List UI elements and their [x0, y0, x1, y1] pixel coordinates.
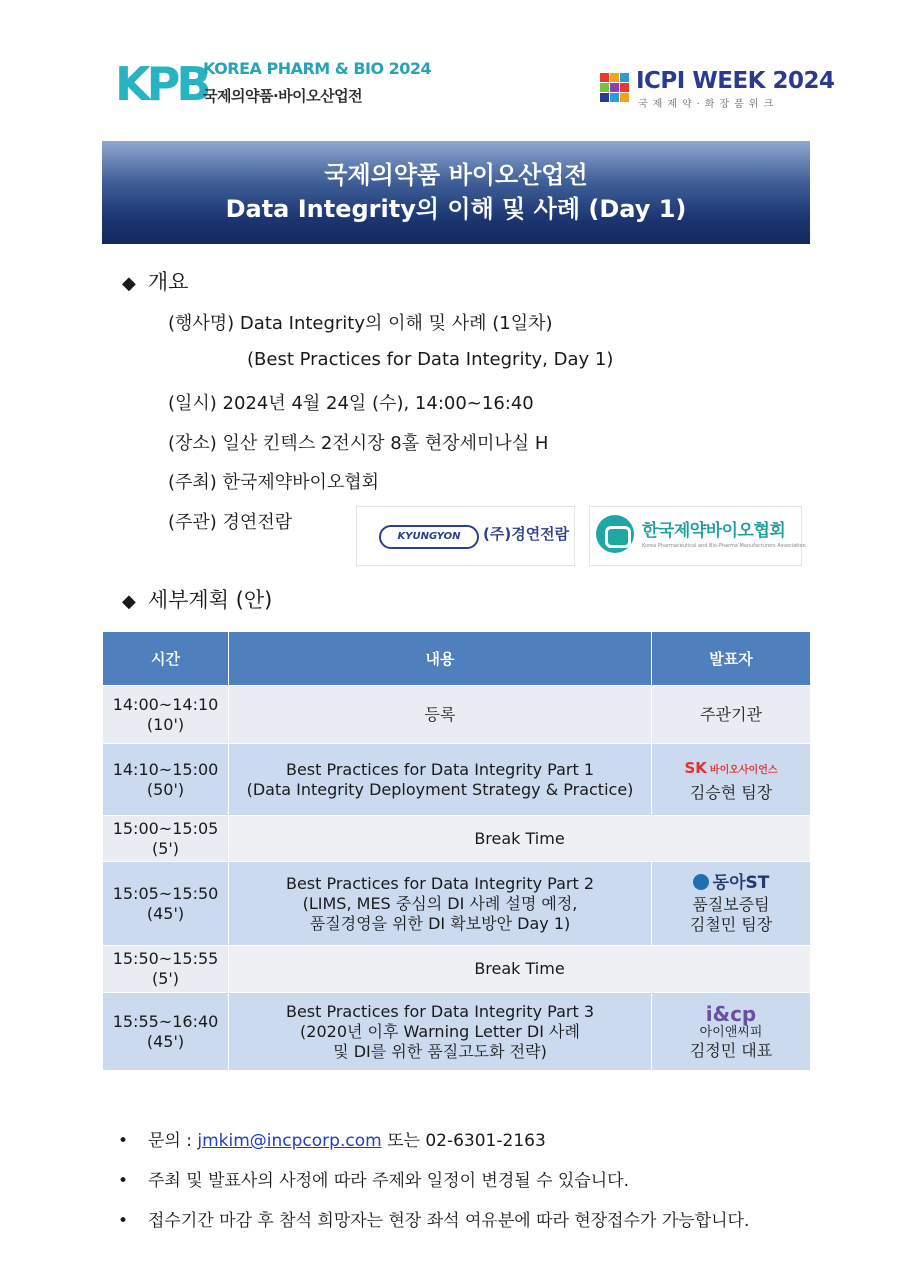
- break-cell: Break Time: [229, 946, 811, 993]
- bullet: •: [118, 1211, 129, 1231]
- content-line: (LIMS, MES 중심의 DI 사례 설명 예정,: [302, 893, 578, 913]
- contact-email-link[interactable]: jmkim@incpcorp.com: [197, 1131, 382, 1151]
- table-row: [103, 686, 811, 744]
- kpbma-emblem-icon: [596, 515, 634, 553]
- column-header-time: 시간: [103, 632, 229, 686]
- table-header-row: [103, 632, 811, 686]
- event-host: (주최) 한국제약바이오협회: [168, 472, 380, 493]
- speaker-company: 아이앤씨피: [699, 1024, 763, 1040]
- table-row: [103, 993, 811, 1071]
- time-range: 15:00~15:05: [112, 818, 219, 838]
- kpb-logo-title: KOREA PHARM & BIO 2024: [203, 59, 432, 78]
- change-note: [118, 1166, 629, 1191]
- event-venue: (장소) 일산 킨텍스 2전시장 8홀 현장세미나실 H: [168, 433, 549, 454]
- overview-heading-text: 개요: [147, 270, 189, 294]
- kyungyon-logo-text: (주)경연전람: [483, 525, 570, 543]
- speaker-cell: [652, 744, 811, 816]
- icpi-week-logo: [598, 68, 835, 110]
- content-cell: [229, 862, 652, 946]
- time-cell: [103, 946, 229, 993]
- speaker-name: 김철민 팀장: [689, 914, 773, 934]
- icpi-logo-title: ICPI WEEK 2024: [636, 68, 835, 94]
- banner-subtitle: Data Integrity의 이해 및 사례 (Day 1): [225, 195, 687, 223]
- time-duration: (5'): [151, 969, 180, 988]
- time-cell: [103, 744, 229, 816]
- contact-note: [118, 1126, 546, 1151]
- time-cell: [103, 993, 229, 1071]
- kyungyon-logo: [356, 506, 575, 566]
- time-duration: (50'): [146, 779, 185, 799]
- speaker-name: 김정민 대표: [689, 1040, 773, 1060]
- time-duration: (45'): [146, 1031, 185, 1051]
- schedule-heading-text: 세부계획 (안): [147, 588, 273, 612]
- break-cell: Break Time: [229, 816, 811, 862]
- kpbma-logo-subtext: Korea Pharmaceutical and Bio-Pharma Manufacturers Association: [642, 543, 806, 549]
- sk-logo-text: 바이오사이언스: [709, 765, 778, 776]
- schedule-heading: [122, 584, 272, 614]
- onsite-registration-note: [118, 1206, 749, 1231]
- content-cell: [229, 744, 652, 816]
- content-cell: [229, 993, 652, 1071]
- time-duration: (5'): [151, 838, 180, 858]
- kpb-logo-subtitle: 국제의약품·바이오산업전: [203, 87, 363, 105]
- time-range: 14:00~14:10: [112, 694, 219, 714]
- speaker-name: 김승현 팀장: [689, 783, 773, 802]
- content-line: Best Practices for Data Integrity Part 2: [285, 873, 595, 893]
- dong-a-leaf-icon: [693, 874, 709, 890]
- time-cell: [103, 862, 229, 946]
- event-name-en: (Best Practices for Data Integrity, Day 1): [247, 349, 614, 370]
- icpi-cube-icon: [598, 71, 632, 105]
- column-header-speaker: 발표자: [652, 632, 811, 686]
- kpbma-logo-text: 한국제약바이오협회: [642, 521, 786, 541]
- table-row: [103, 816, 811, 862]
- title-banner: [102, 141, 810, 244]
- banner-title: 국제의약품 바이오산업전: [324, 161, 588, 189]
- onsite-note-text: 접수기간 마감 후 참석 희망자는 현장 좌석 여유분에 따라 현장접수가 가능합니다.: [148, 1211, 750, 1231]
- kpbma-logo: [589, 506, 806, 566]
- content-line: 및 DI를 위한 품질고도화 전략): [333, 1041, 547, 1061]
- incp-logo: i&cp: [705, 1001, 757, 1026]
- time-range: 15:55~16:40: [112, 1011, 219, 1031]
- icpi-logo-subtitle: 국제제약·화장품위크: [638, 99, 779, 110]
- time-cell: [103, 816, 229, 862]
- contact-phone: 또는 02-6301-2163: [381, 1131, 546, 1151]
- event-organizer: (주관) 경연전람: [168, 512, 293, 533]
- time-range: 15:05~15:50: [112, 883, 219, 903]
- time-range: 15:50~15:55: [112, 949, 219, 968]
- kpb-logo-mark: KPB: [115, 57, 208, 111]
- column-header-content: 내용: [229, 632, 652, 686]
- kpb-logo: [115, 55, 432, 117]
- time-duration: (45'): [146, 903, 185, 923]
- sk-logo-mark: SK: [684, 759, 707, 777]
- change-note-text: 주최 및 발표사의 사정에 따라 주제와 일정이 변경될 수 있습니다.: [148, 1171, 630, 1191]
- table-row: [103, 744, 811, 816]
- sk-bioscience-logo: [652, 758, 810, 781]
- speaker-cell: [652, 862, 811, 946]
- event-date: (일시) 2024년 4월 24일 (수), 14:00~16:40: [168, 393, 534, 414]
- speaker-cell: 주관기관: [652, 686, 811, 744]
- speaker-cell: [652, 993, 811, 1071]
- diamond-icon: ◆: [122, 591, 136, 612]
- dong-a-logo-text: 동아ST: [712, 872, 770, 893]
- speaker-team: 품질보증팀: [692, 894, 770, 914]
- bullet: •: [118, 1131, 129, 1151]
- time-duration: (10'): [146, 714, 185, 734]
- kyungyon-logo-mark: KYUNGYON: [379, 525, 479, 549]
- event-name: (행사명) Data Integrity의 이해 및 사례 (1일차): [168, 313, 553, 334]
- content-line: Best Practices for Data Integrity Part 3: [285, 1001, 595, 1021]
- content-line: 품질경영을 위한 DI 확보방안 Day 1): [309, 913, 571, 933]
- content-cell: 등록: [229, 686, 652, 744]
- content-line: Best Practices for Data Integrity Part 1: [285, 759, 595, 779]
- dong-a-st-logo: [652, 873, 810, 893]
- time-range: 14:10~15:00: [112, 759, 219, 779]
- contact-prefix: 문의 :: [148, 1131, 198, 1151]
- schedule-table: [102, 631, 811, 1071]
- table-row: [103, 862, 811, 946]
- content-line: (2020년 이후 Warning Letter DI 사례: [300, 1021, 580, 1041]
- diamond-icon: ◆: [122, 273, 136, 294]
- table-row: [103, 946, 811, 993]
- time-cell: [103, 686, 229, 744]
- overview-heading: [122, 266, 188, 296]
- bullet: •: [118, 1171, 129, 1191]
- content-line: (Data Integrity Deployment Strategy & Practice): [246, 779, 634, 799]
